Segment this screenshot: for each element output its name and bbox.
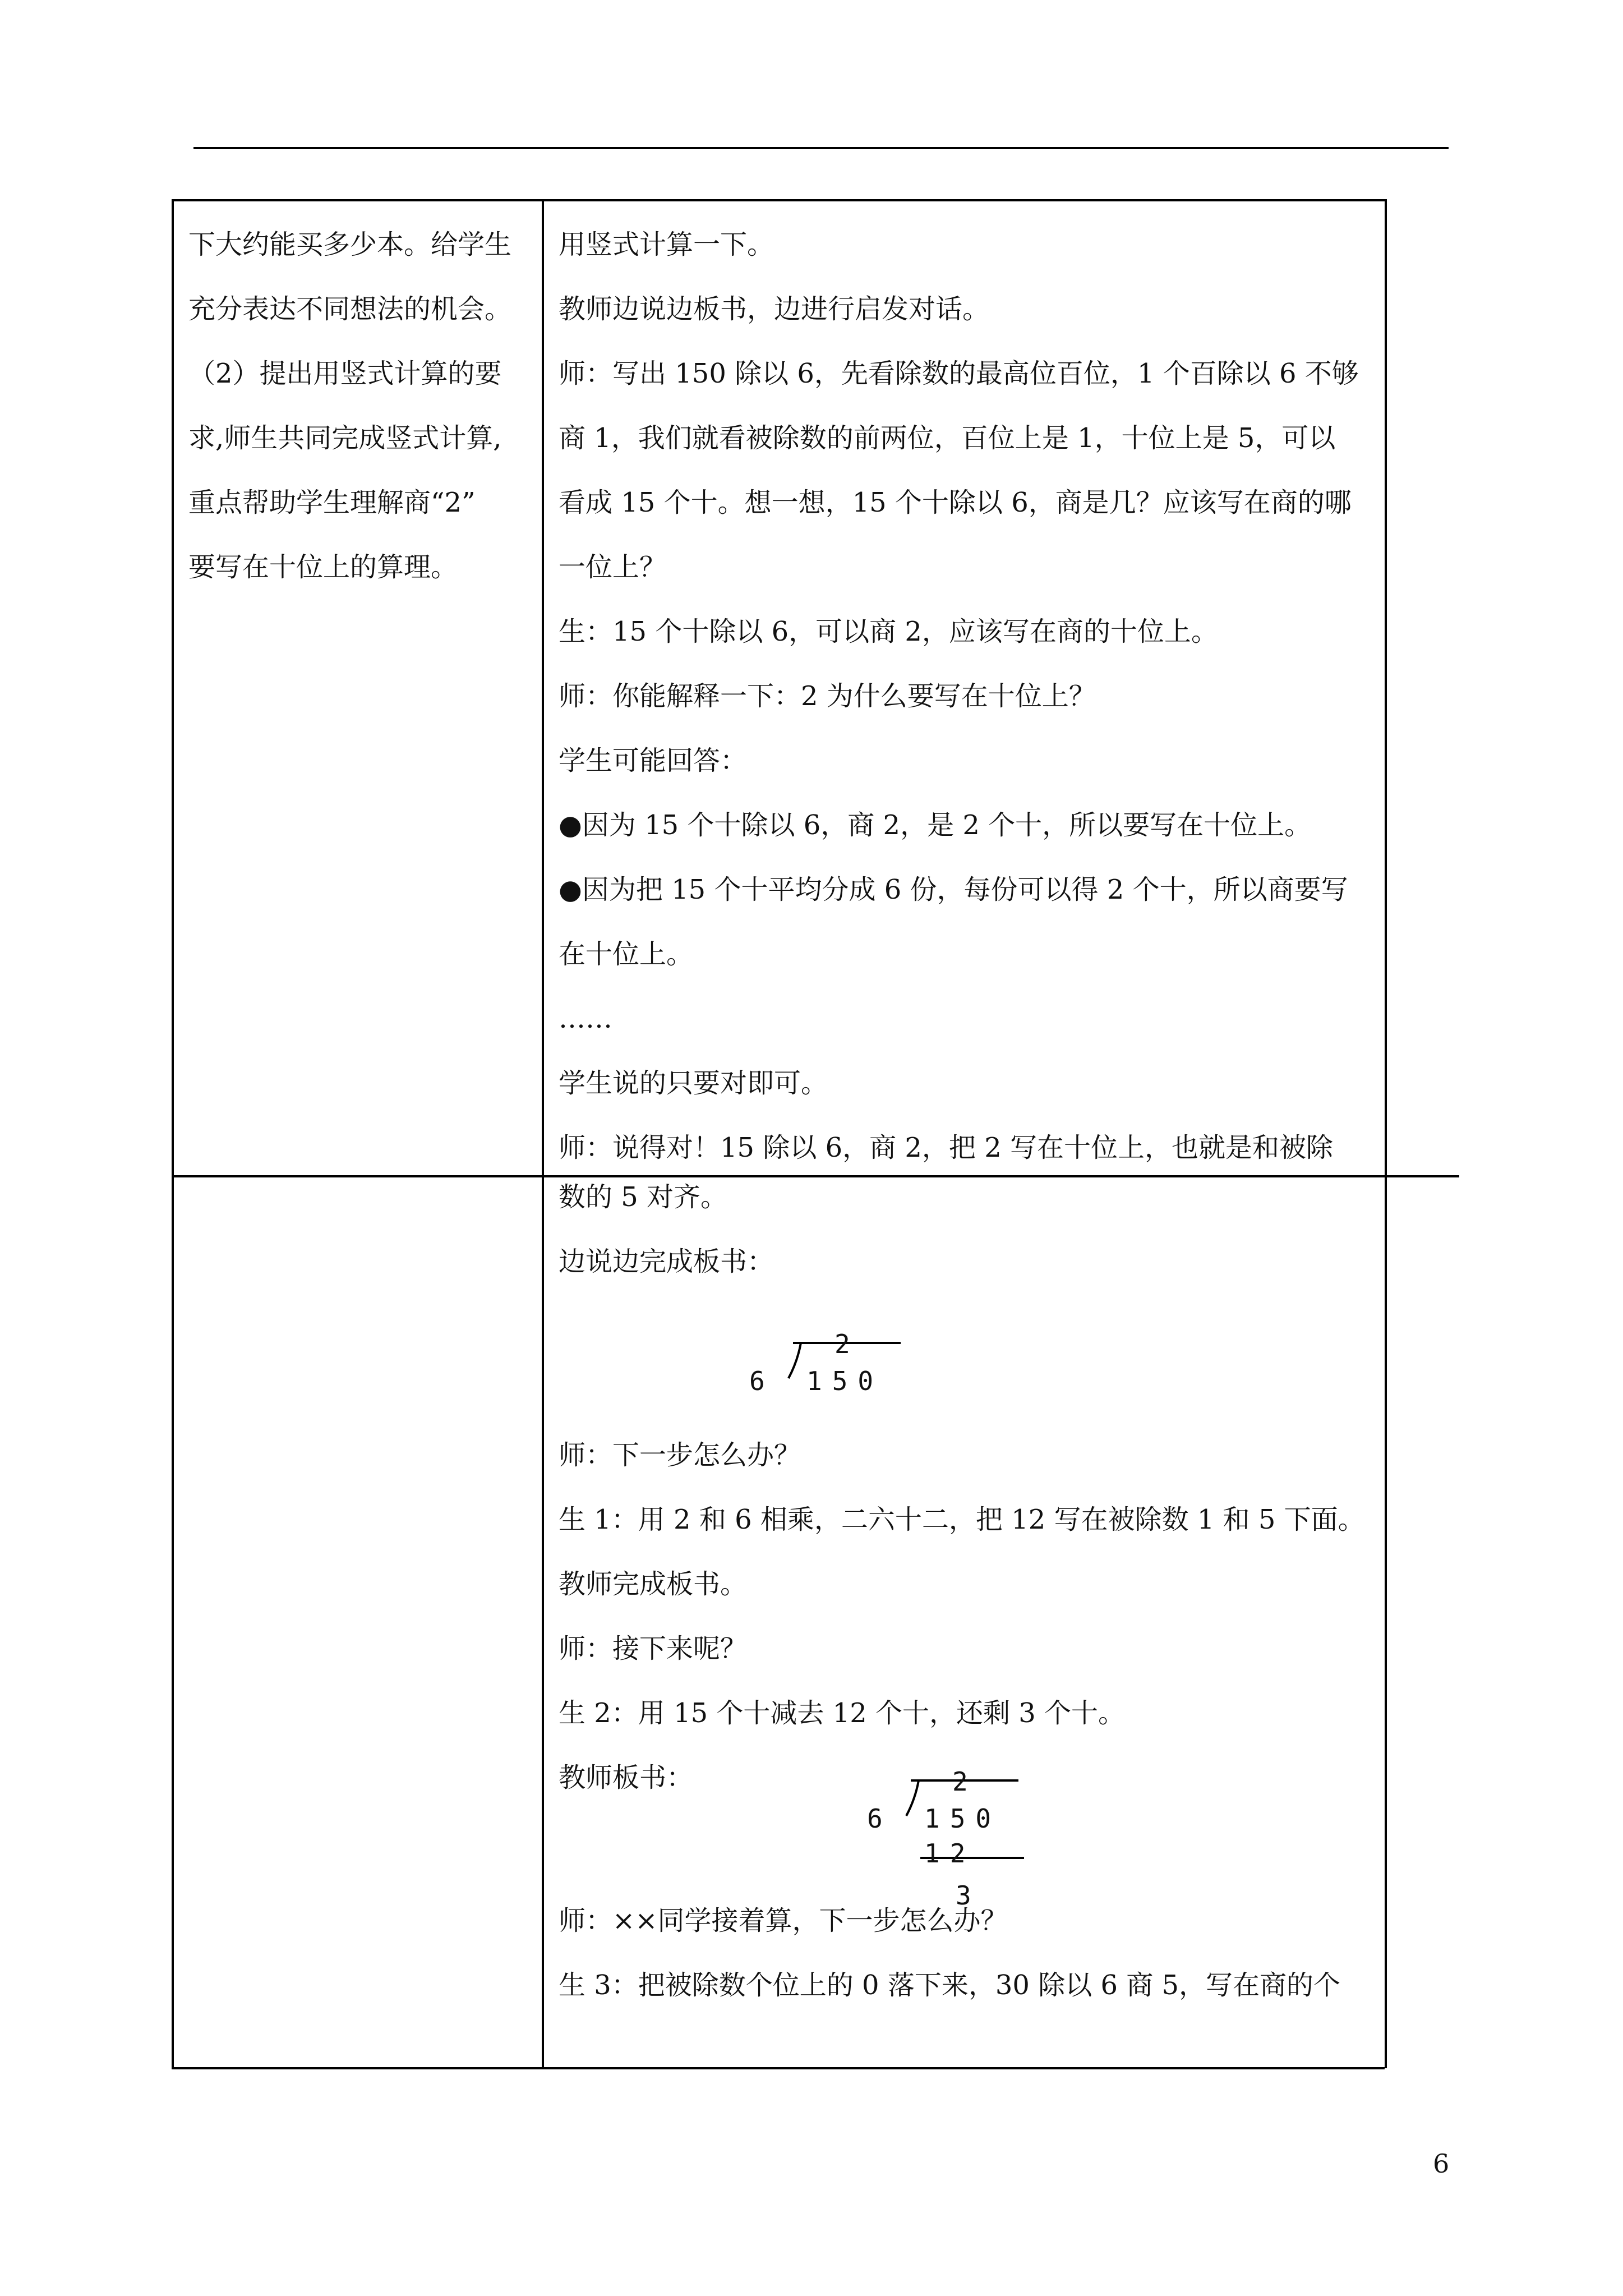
text-line: 看成 15 个十。想一想，15 个十除以 6，商是几？应该写在商的哪	[559, 487, 1352, 518]
text-line: 下大约能买多少本。给学生	[188, 229, 512, 260]
header-rule	[193, 147, 1449, 149]
table-right-border	[1385, 199, 1387, 2068]
text-line: 师：下一步怎么办？	[559, 1439, 801, 1471]
text-line: 师：说得对！15 除以 6，商 2，把 2 写在十位上，也就是和被除	[559, 1132, 1333, 1163]
text-line: 生 3：把被除数个位上的 0 落下来，30 除以 6 商 5，写在商的个	[559, 1970, 1341, 2001]
text-line: 生 1：用 2 和 6 相乘，二六十二，把 12 写在被除数 1 和 5 下面。	[559, 1504, 1365, 1535]
dividend: 150	[924, 1803, 1002, 1834]
text-line: 教师板书：	[559, 1762, 694, 1793]
text-line: 要写在十位上的算理。	[188, 551, 458, 583]
column-divider	[542, 199, 544, 2068]
table-bottom-border	[172, 2067, 1385, 2069]
divisor: 6	[867, 1803, 893, 1834]
text-line: 师：××同学接着算，下一步怎么办？	[559, 1905, 1008, 1936]
long-division-1	[559, 1294, 1366, 1423]
divisor: 6	[749, 1366, 775, 1396]
right-cell-row2	[559, 1165, 1366, 2018]
text-line: 教师完成板书。	[559, 1568, 748, 1600]
quotient: 2	[952, 1766, 978, 1797]
left-cell-row1	[188, 213, 525, 600]
lesson-table	[172, 199, 1385, 2067]
text-line: 求,师生共同完成竖式计算,	[188, 422, 502, 454]
text-line: 师：接下来呢？	[559, 1633, 748, 1664]
text-line: 教师边说边板书，边进行启发对话。	[559, 293, 990, 325]
text-line: 商 1，我们就看被除数的前两位，百位上是 1，十位上是 5，可以	[559, 422, 1336, 454]
text-line: 一位上？	[559, 551, 667, 583]
right-cell-row1	[559, 213, 1366, 1180]
quotient: 2	[834, 1329, 860, 1359]
table-top-border	[172, 199, 1385, 201]
page-number: 6	[1433, 2148, 1450, 2179]
text-line: （2）提出用竖式计算的要	[188, 358, 502, 389]
table-left-border	[172, 199, 174, 2068]
text-line: ●因为 15 个十除以 6，商 2，是 2 个十，所以要写在十位上。	[559, 809, 1312, 841]
text-line: 数的 5 对齐。	[559, 1181, 728, 1213]
text-line: 生 2：用 15 个十减去 12 个十，还剩 3 个十。	[559, 1697, 1126, 1729]
text-line: 师：你能解释一下：2 为什么要写在十位上？	[559, 680, 1096, 712]
text-line: 用竖式计算一下。	[559, 229, 774, 260]
text-line: 学生可能回答：	[559, 745, 748, 776]
text-line: ●因为把 15 个十平均分成 6 份，每份可以得 2 个十，所以商要写	[559, 874, 1348, 905]
dividend: 150	[806, 1366, 884, 1396]
text-line: 学生说的只要对即可。	[559, 1068, 828, 1099]
text-line: ……	[559, 1003, 612, 1034]
text-line: 充分表达不同想法的机会。	[188, 293, 512, 325]
text-line: 边说边完成板书：	[559, 1246, 774, 1277]
text-line: 在十位上。	[559, 938, 694, 970]
long-division-2	[559, 1760, 1366, 1911]
text-line: 重点帮助学生理解商“2”	[188, 487, 476, 518]
remainder: 3	[956, 1880, 981, 1911]
text-line: 师：写出 150 除以 6，先看除数的最高位百位，1 个百除以 6 不够	[559, 358, 1359, 389]
text-line: 生：15 个十除以 6，可以商 2，应该写在商的十位上。	[559, 616, 1218, 647]
product: 12	[924, 1838, 976, 1869]
